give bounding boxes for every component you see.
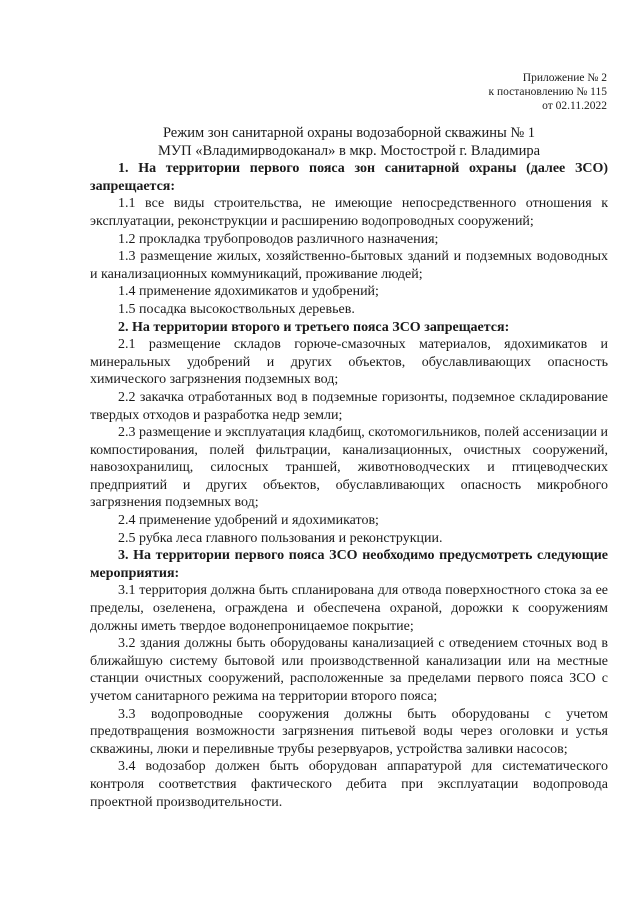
paragraph: 2.1 размещение складов горюче-смазочных материалов, ядохимикатов и минеральных удобрений и других объектов, обуславливающих опасность химического загрязнения подземных вод; xyxy=(90,337,608,388)
document-title xyxy=(90,125,608,160)
paragraph: 1.2 прокладка трубопроводов различного назначения; xyxy=(118,231,439,247)
paragraph: 1.4 применение ядохимикатов и удобрений; xyxy=(118,284,379,300)
title-line: МУП «Владимирводоканал» в мкр. Мостострой г. Владимира xyxy=(157,142,541,159)
annex-note xyxy=(489,71,608,113)
paragraph: 3.4 водозабор должен быть оборудован аппаратурой для систематического контроля соответствия фактического дебита при эксплуатации водопровода проектной производительности. xyxy=(90,759,608,810)
annex-line: к постановлению № 115 xyxy=(488,86,607,98)
annex-line: Приложение № 2 xyxy=(522,72,607,84)
paragraph: 3.1 территория должна быть спланирована для отвода поверхностного стока за ее пределы, озеленена, ограждена и обеспечена охраной, дорожки к сооружениям должны иметь твердое водонепроницаемое покрытие; xyxy=(90,583,608,634)
paragraph: 2.4 применение удобрений и ядохимикатов; xyxy=(118,513,379,529)
annex-line: от 02.11.2022 xyxy=(542,100,607,112)
paragraph: 1.5 посадка высокоствольных деревьев. xyxy=(118,301,355,317)
paragraph: 3.3 водопроводные сооружения должны быть оборудованы с учетом предотвращения возможности загрязнения питьевой воды через оголовки и устья скважины, люки и переливные трубы резервуаров, устройства заливки насосов; xyxy=(90,706,608,757)
document-body xyxy=(90,125,608,811)
section-heading: 3. На территории первого пояса ЗСО необходимо предусмотреть следующие мероприятия: xyxy=(90,548,608,581)
paragraph: 3.2 здания должны быть оборудованы канализацией с отведением сточных вод в ближайшую систему бытовой или производственной канализации или на местные станции очистных сооружений, расположенные за пределами первого пояса ЗСО с учетом санитарного режима на территории второго пояса; xyxy=(90,636,608,704)
section-heading: 2. На территории второго и третьего пояса ЗСО запрещается: xyxy=(118,319,510,335)
paragraph: 2.2 закачка отработанных вод в подземные горизонты, подземное складирование твердых отходов и разработка недр земли; xyxy=(90,389,608,423)
title-line: Режим зон санитарной охраны водозаборной скважины № 1 xyxy=(162,125,536,141)
paragraph: 1.3 размещение жилых, хозяйственно-бытовых зданий и подземных водоводных и канализационных коммуникаций, проживание людей; xyxy=(90,249,608,282)
paragraph: 2.5 рубка леса главного пользования и реконструкции. xyxy=(118,530,443,546)
paragraph: 1.1 все виды строительства, не имеющие непосредственного отношения к эксплуатации, реконструкции и расширению водопроводных сооружений; xyxy=(90,196,608,229)
section-heading: 1. На территории первого пояса зон санитарной охраны (далее ЗСО) запрещается: xyxy=(90,161,608,194)
paragraph: 2.3 размещение и эксплуатация кладбищ, скотомогильников, полей ассенизации и компостирования, полей фильтрации, канализационных, очистных сооружений, навозохранилищ, силосных траншей, животноводческих и птицеводческих предприятий и других объектов, обуславливающих опасность микробного загрязнения подземных вод; xyxy=(90,425,608,511)
